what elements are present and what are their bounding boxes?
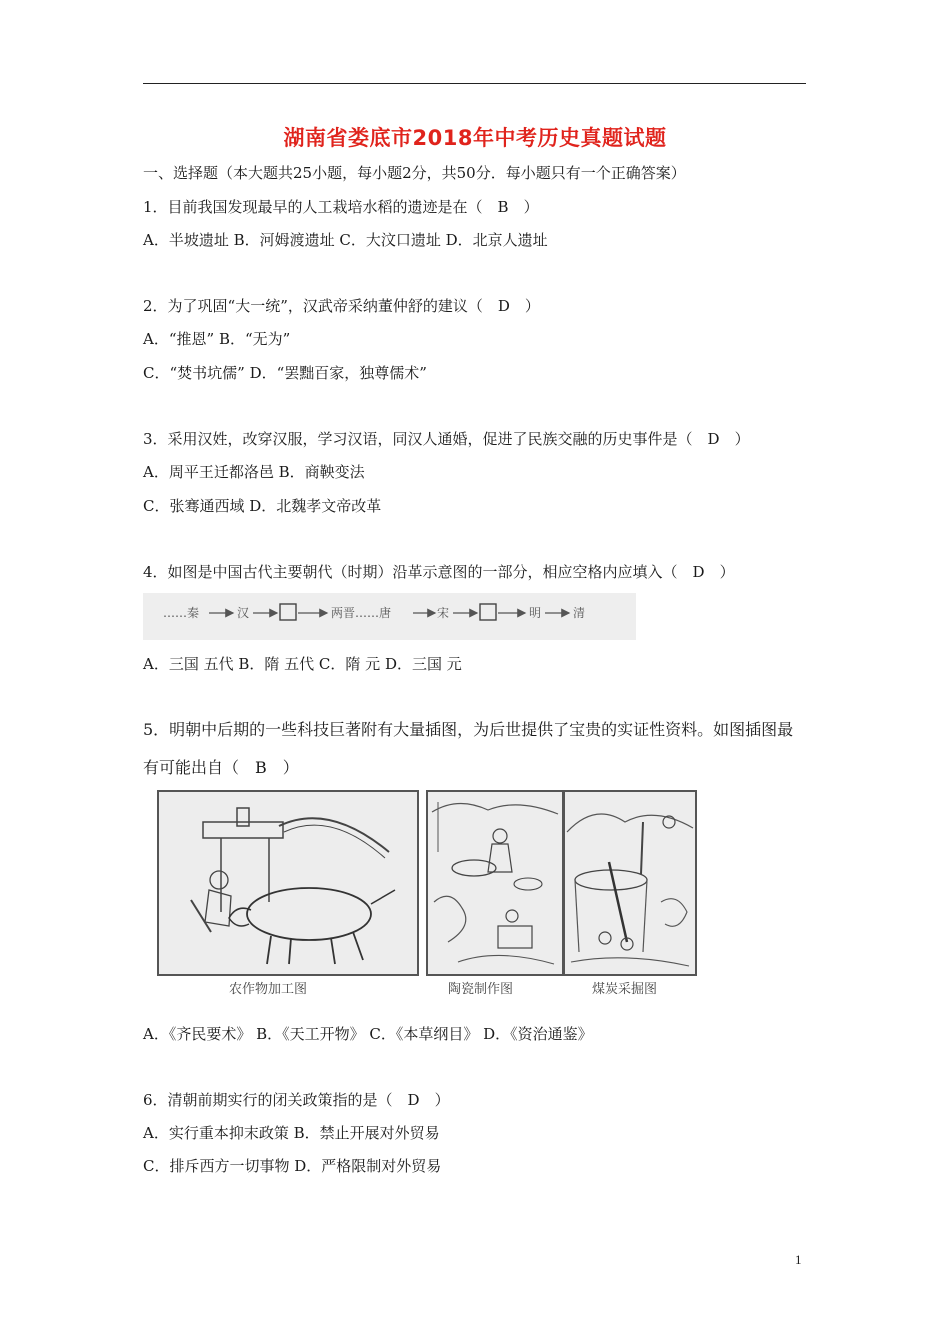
timeline-label-qing: 清	[573, 606, 586, 620]
timeline-label-song: 宋	[437, 606, 450, 620]
caption-ceramics-making: 陶瓷制作图	[448, 982, 514, 997]
header-rule	[143, 83, 806, 84]
question-6-stem: 6．清朝前期实行的闭关政策指的是（ D ）	[143, 1091, 450, 1109]
illustration-ceramics-making	[426, 790, 564, 976]
illustration-crop-processing	[157, 790, 419, 976]
question-3-options-1: A．周平王迁都洛邑 B．商鞅变法	[143, 463, 365, 481]
caption-coal-mining: 煤炭采掘图	[592, 982, 658, 997]
question-1-stem: 1．目前我国发现最早的人工栽培水稻的遗迹是在（ B ）	[143, 198, 539, 216]
question-3-stem: 3．采用汉姓，改穿汉服，学习汉语，同汉人通婚，促进了民族交融的历史事件是（ D ）	[143, 430, 750, 448]
question-3-options-2: C．张骞通西域 D．北魏孝文帝改革	[143, 497, 382, 515]
question-5-stem-continued: 有可能出自（ B ）	[143, 758, 299, 777]
section-header: 一、选择题（本大题共25小题，每小题2分，共50分．每小题只有一个正确答案）	[143, 164, 686, 182]
question-6-options-2: C．排斥西方一切事物 D．严格限制对外贸易	[143, 1157, 442, 1175]
question-5-options: A．《齐民要术》 B．《天工开物》 C．《本草纲目》 D．《资治通鉴》	[143, 1025, 593, 1043]
timeline-blank-box-1	[280, 604, 296, 620]
question-2-options-1: A．“推恩” B．“无为”	[143, 330, 291, 348]
timeline-label-han: 汉	[237, 606, 250, 620]
dynasty-timeline-strip	[143, 593, 636, 640]
illustration-coal-mining	[563, 790, 697, 976]
question-4-options: A．三国 五代 B．隋 五代 C．隋 元 D．三国 元	[143, 655, 462, 673]
question-6-options-1: A．实行重本抑末政策 B．禁止开展对外贸易	[143, 1124, 440, 1142]
question-2-options-2: C．“焚书坑儒” D．“罢黜百家，独尊儒术”	[143, 364, 427, 382]
timeline-blank-box-2	[480, 604, 496, 620]
question-5-stem: 5．明朝中后期的一些科技巨著附有大量插图，为后世提供了宝贵的实证性资料。如图插图最	[143, 720, 794, 739]
question-4-stem: 4．如图是中国古代主要朝代（时期）沿革示意图的一部分，相应空格内应填入（ D ）	[143, 563, 735, 581]
question-2-stem: 2．为了巩固“大一统”，汉武帝采纳董仲舒的建议（ D ）	[143, 297, 540, 315]
page-number: 1	[795, 1252, 802, 1267]
timeline-label-qin: ……秦	[163, 606, 200, 620]
caption-crop-processing: 农作物加工图	[229, 982, 308, 997]
question-1-options: A．半坡遗址 B．河姆渡遗址 C．大汶口遗址 D．北京人遗址	[143, 231, 548, 249]
page-title: 湖南省娄底市2018年中考历史真题试题	[283, 126, 667, 150]
timeline-label-jin-tang: 两晋……唐	[331, 606, 392, 620]
timeline-label-ming: 明	[529, 606, 542, 620]
